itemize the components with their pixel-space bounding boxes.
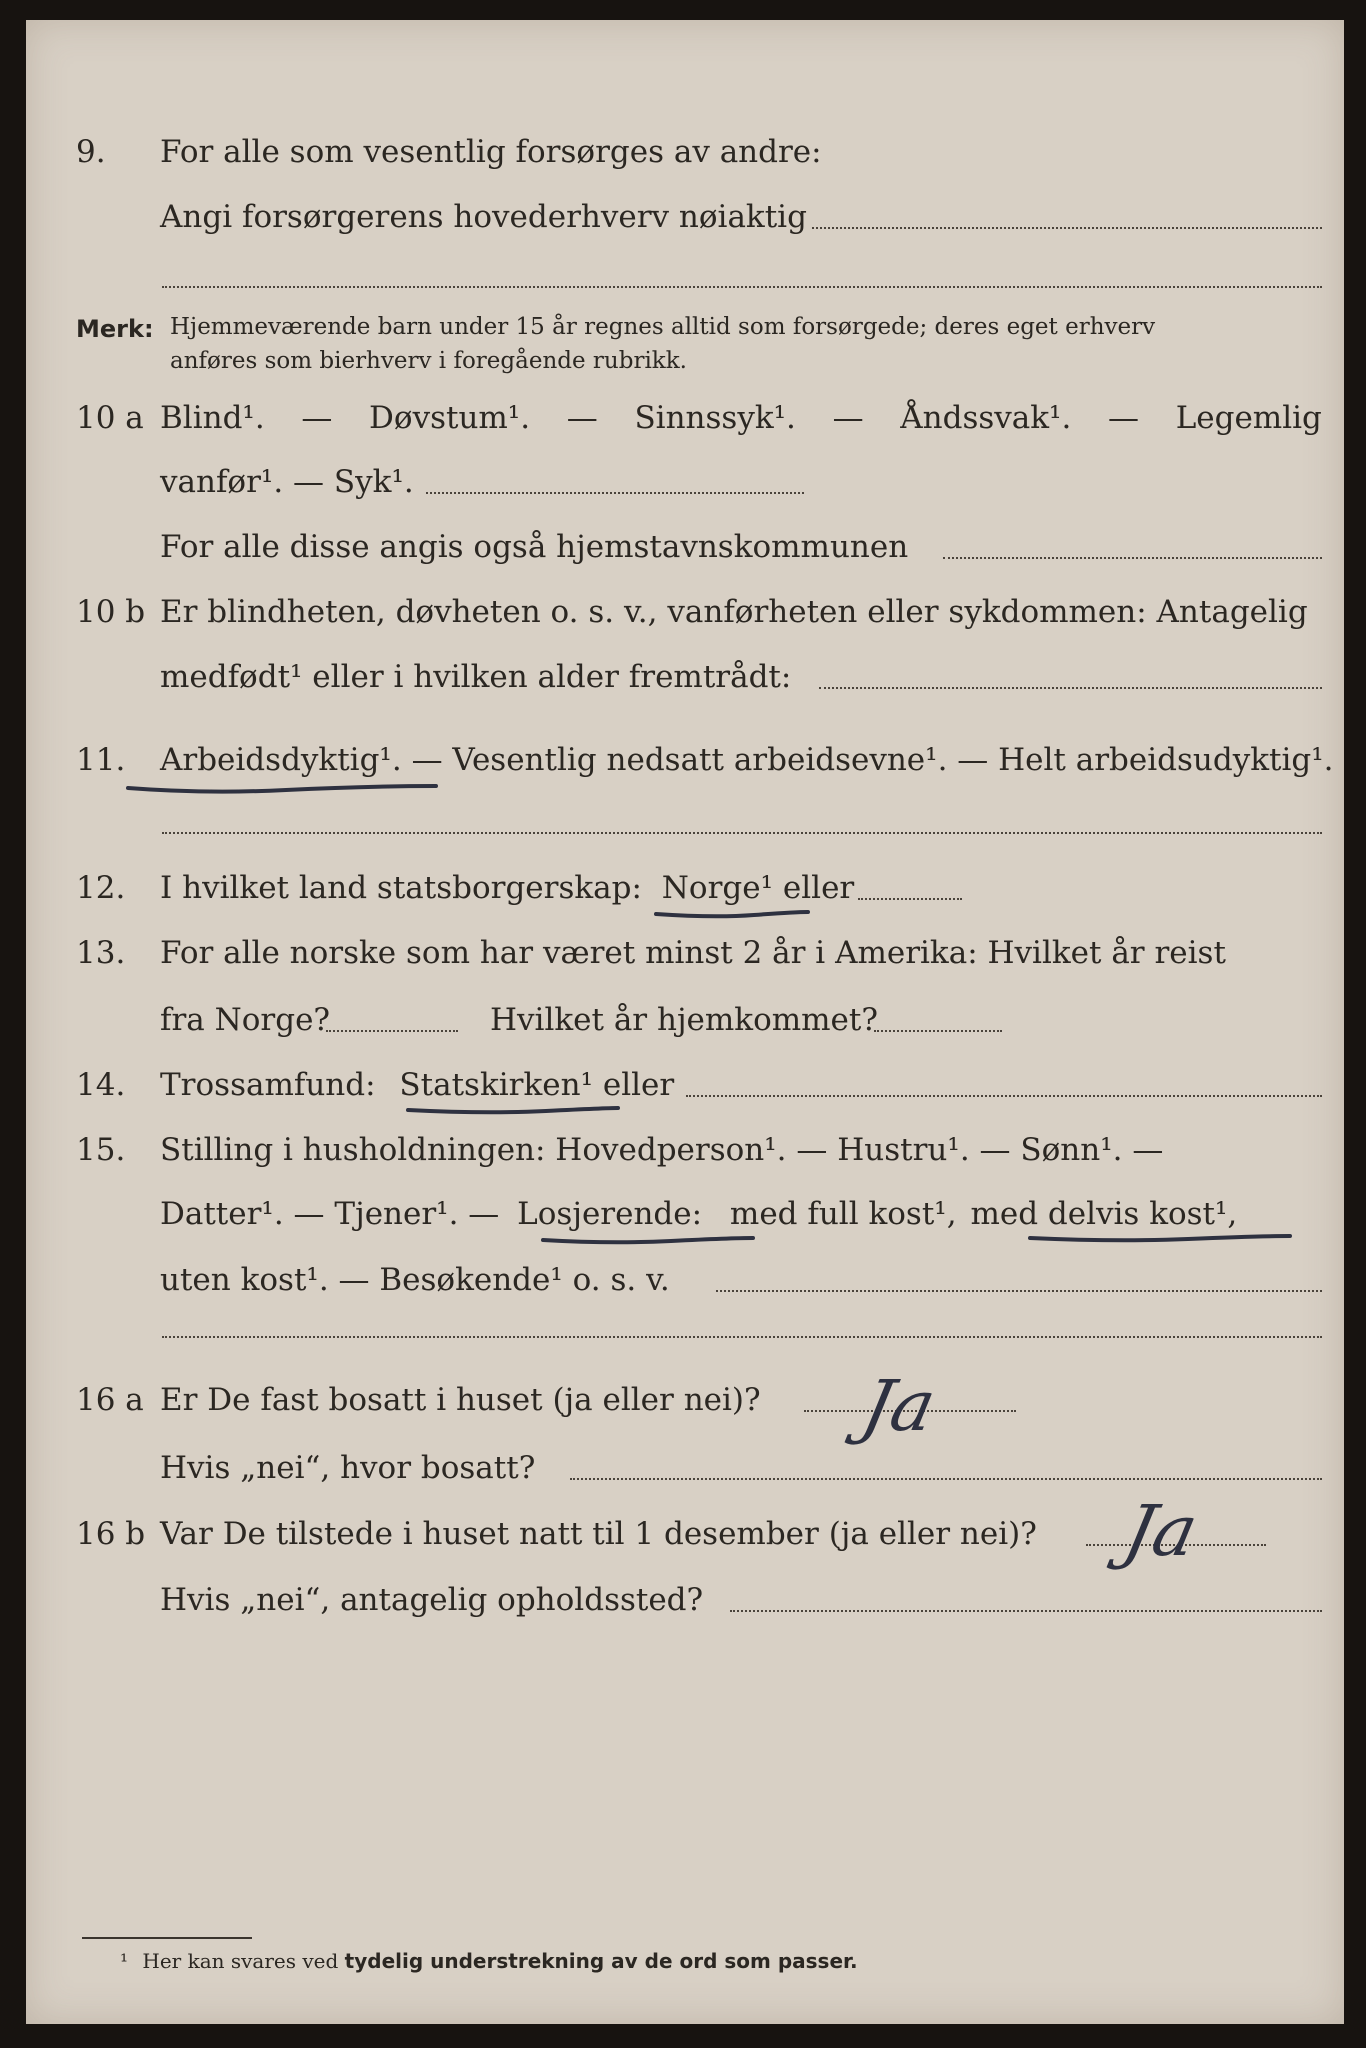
q11-underline [126, 776, 446, 796]
q15-underline-delvis-kost [1028, 1228, 1298, 1246]
q11-other-options: — Vesentlig nedsatt arbeidsevne¹. — Helt arbeidsudyktig¹. [411, 742, 1334, 778]
q10a-option-6[interactable]: Åndssvak¹. [900, 400, 1072, 436]
q14-eller: eller [602, 1067, 675, 1103]
q12-number: 12. [76, 870, 126, 906]
q10a-hometown-label: For alle disse angis også hjemstavnskommunen [160, 529, 909, 565]
q15-options-3: uten kost¹. — Besøkende¹ o. s. v. [160, 1262, 670, 1298]
q16a-where-label: Hvis „nei“, hvor bosatt? [160, 1450, 536, 1486]
q10a-answer-line[interactable] [426, 492, 804, 494]
q16b-where-line[interactable] [730, 1610, 1322, 1612]
q13-text: For alle norske som har været minst 2 år i Amerika: Hvilket år reist [160, 935, 1226, 971]
q14-number: 14. [76, 1067, 126, 1103]
footnote-bold-text: tydelig understrekning av de ord som passer. [344, 1949, 858, 1973]
q12-option-norge[interactable]: Norge¹ [661, 870, 774, 906]
merk-line1: Hjemmeværende barn under 15 år regnes alltid som forsørgede; deres eget erhverv [170, 314, 1156, 340]
q15-option-losjerende[interactable]: Losjerende: [517, 1196, 703, 1232]
q14-label: Trossamfund: [160, 1067, 376, 1103]
q10a-option-0[interactable]: Blind¹. [160, 400, 265, 436]
census-form-page [26, 20, 1344, 2024]
q15-option-delvis-kost[interactable]: med delvis kost¹, [970, 1196, 1238, 1232]
q10a-option-2[interactable]: Døvstum¹. [369, 400, 531, 436]
q13-number: 13. [76, 935, 126, 971]
q11-option-arbeidsdyktig[interactable]: Arbeidsdyktig¹. [160, 742, 402, 778]
q10a-option-3: — [566, 400, 598, 436]
q10a-option-7: — [1108, 400, 1140, 436]
q10a-option-5: — [832, 400, 864, 436]
q10b-text: Er blindheten, døvheten o. s. v., vanførheten eller sykdommen: Antagelig [160, 594, 1308, 630]
q12-answer-line[interactable] [858, 898, 962, 900]
q14-underline [406, 1102, 626, 1118]
q15-datter-tjener: Datter¹. — Tjener¹. — [160, 1196, 500, 1232]
q12-text [160, 868, 1322, 908]
q13-departure-label: fra Norge? [160, 1002, 331, 1038]
q16b-handwritten-answer[interactable]: Ja [1117, 1490, 1205, 1572]
q10a-number: 10 a [76, 400, 144, 436]
q13-return-line[interactable] [874, 1030, 1002, 1032]
q12-underline [654, 906, 814, 922]
q9-answer-line[interactable] [812, 227, 1322, 229]
q15-underline-losjerende [541, 1230, 761, 1248]
footnote-mark: ¹ [120, 1949, 129, 1973]
q13-departure-line[interactable] [326, 1030, 458, 1032]
q15-answer-line[interactable] [716, 1290, 1322, 1292]
footnote [120, 1946, 858, 1976]
q10a-option-8[interactable]: Legemlig [1175, 400, 1322, 436]
q11-number: 11. [76, 742, 126, 778]
q15-option-full-kost: med full kost¹, [729, 1196, 957, 1232]
q14-option-statskirken[interactable]: Statskirken¹ [399, 1067, 593, 1103]
q10a-options-2: vanfør¹. — Syk¹. [160, 464, 414, 500]
q9-text: For alle som vesentlig forsørges av andre: [160, 134, 822, 170]
q15-rule [162, 1336, 1322, 1338]
q12-eller: eller [782, 870, 855, 906]
merk-label: Merk: [76, 315, 154, 343]
q16b-where-label: Hvis „nei“, antagelig opholdssted? [160, 1582, 704, 1618]
q14-answer-line[interactable] [686, 1095, 1322, 1097]
q10b-number: 10 b [76, 594, 146, 630]
footnote-rule [82, 1937, 252, 1939]
q13-return-label: Hvilket år hjemkommet? [490, 1002, 878, 1038]
q15-number: 15. [76, 1132, 126, 1168]
q14-text [160, 1065, 1322, 1105]
footnote-text: Her kan svares ved [142, 1949, 339, 1973]
q16a-where-line[interactable] [570, 1478, 1322, 1480]
q16a-number: 16 a [76, 1382, 144, 1418]
q16a-text: Er De fast bosatt i huset (ja eller nei)? [160, 1382, 761, 1418]
q11-rule [162, 832, 1322, 834]
q9-provider-label: Angi forsørgerens hovederhverv nøiaktig [160, 199, 807, 235]
q10a-option-1: — [301, 400, 333, 436]
q12-label: I hvilket land statsborgerskap: [160, 870, 642, 906]
q10b-answer-line[interactable] [819, 687, 1322, 689]
q16b-number: 16 b [76, 1516, 146, 1552]
merk-note [26, 310, 1344, 390]
q10a-options [160, 398, 1322, 438]
q9-answer-line-2[interactable] [162, 286, 1322, 288]
q10a-hometown-line[interactable] [943, 557, 1322, 559]
q11-text [160, 740, 1334, 780]
q16b-text: Var De tilstede i huset natt til 1 desember (ja eller nei)? [160, 1516, 1037, 1552]
q10b-text-2: medfødt¹ eller i hvilken alder fremtrådt: [160, 659, 792, 695]
q10a-option-4[interactable]: Sinnssyk¹. [634, 400, 796, 436]
q16a-handwritten-answer[interactable]: Ja [855, 1365, 943, 1447]
q15-text: Stilling i husholdningen: Hovedperson¹. — Hustru¹. — Sønn¹. — [160, 1132, 1164, 1168]
q9-number: 9. [76, 134, 106, 170]
merk-line2: anføres som bierhverv i foregående rubrikk. [170, 348, 687, 374]
